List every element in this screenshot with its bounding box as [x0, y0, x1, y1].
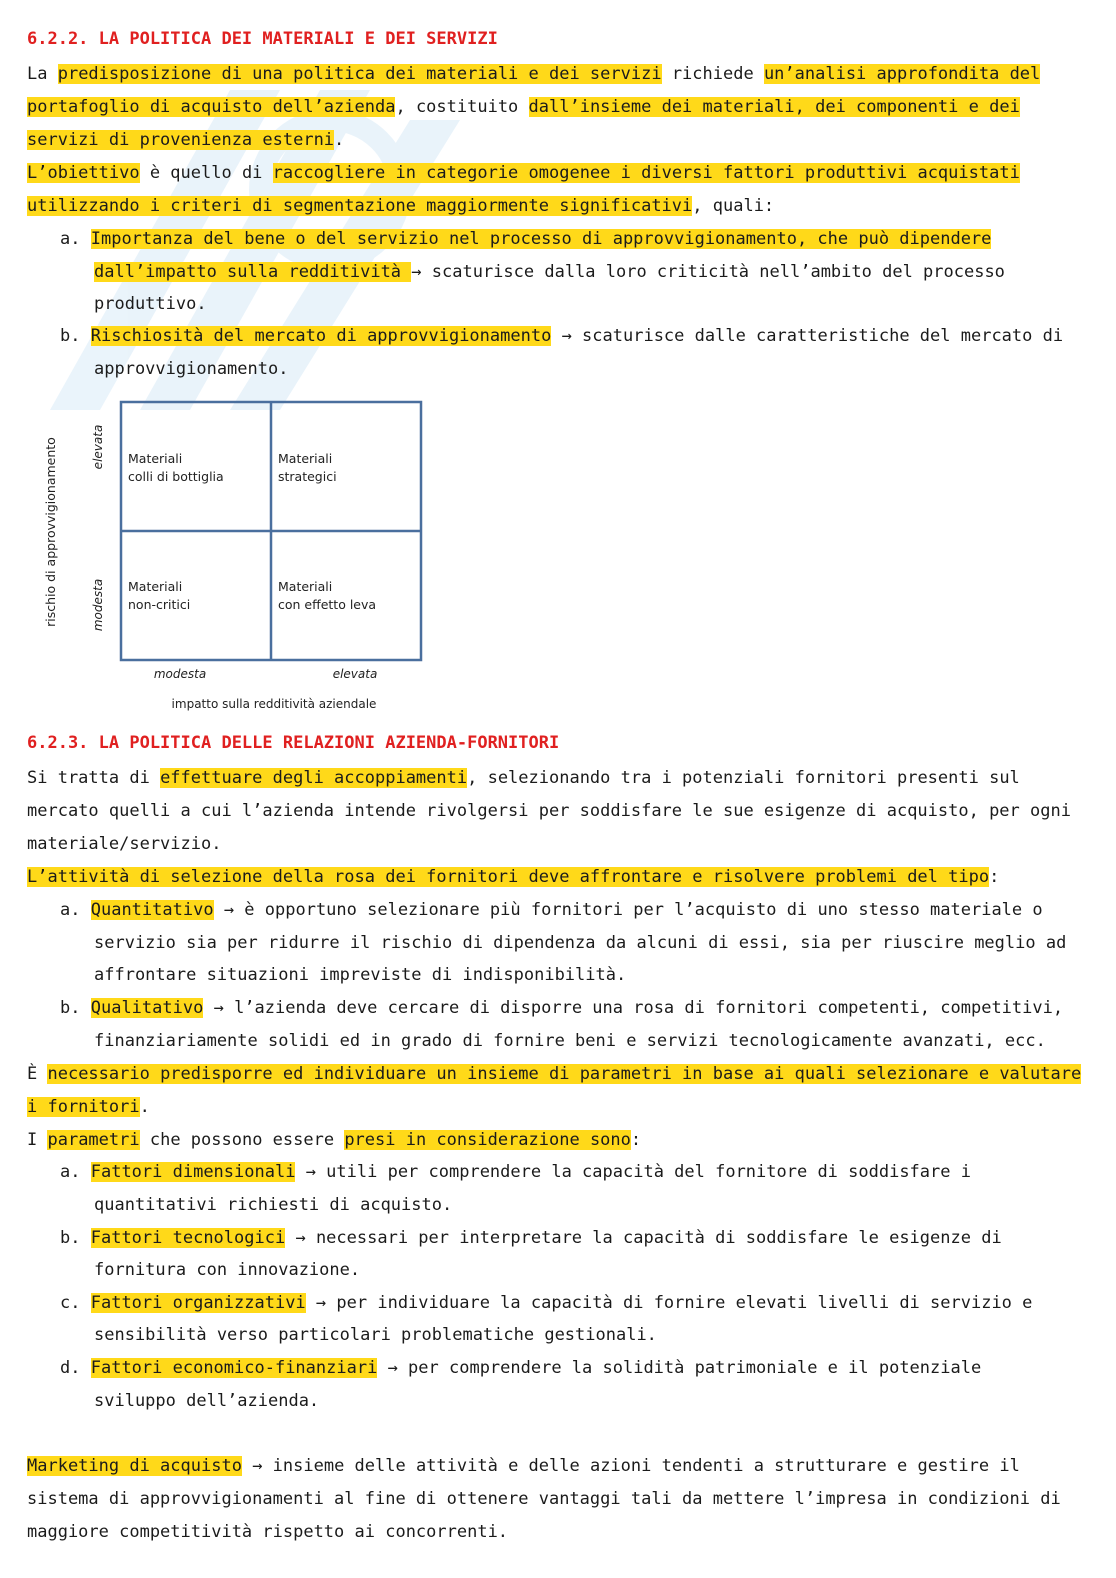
- cell-bottom-right-line1: Materiali: [278, 579, 333, 594]
- paragraph-line: I parametri che possono essere presi in considerazione sono:: [27, 1130, 642, 1150]
- paragraph-line: maggiore competitività rispetto ai concorrenti.: [27, 1522, 509, 1542]
- list-item: b. Fattori tecnologici → necessari per interpretare la capacità di soddisfare le esigenze di: [60, 1228, 1002, 1248]
- list-item-continuation: sviluppo dell’azienda.: [94, 1391, 320, 1411]
- list-item-continuation: approvvigionamento.: [94, 359, 289, 379]
- y-axis-high-label: elevata: [91, 424, 105, 470]
- cell-bottom-left-line1: Materiali: [128, 579, 183, 594]
- cell-top-right-line1: Materiali: [278, 451, 333, 466]
- paragraph-line: Marketing di acquisto → insieme delle attività e delle azioni tendenti a strutturare e gestire il: [27, 1456, 1020, 1476]
- list-item: a. Importanza del bene o del servizio nel processo di approvvigionamento, che può dipendere: [60, 229, 992, 249]
- list-item: b. Qualitativo → l’azienda deve cercare di disporre una rosa di fornitori competenti, competitivi,: [60, 998, 1064, 1018]
- cell-top-left-line2: colli di bottiglia: [128, 469, 224, 484]
- paragraph-line: Si tratta di effettuare degli accoppiamenti, selezionando tra i potenziali fornitori presenti sul: [27, 768, 1020, 788]
- cell-bottom-right-line2: con effetto leva: [278, 597, 377, 612]
- portfolio-matrix: [20, 392, 460, 722]
- paragraph-line: mercato quelli a cui l’azienda intende rivolgersi per soddisfare le sue esigenze di acquisto, per ogni: [27, 801, 1071, 821]
- list-item-continuation: servizio sia per ridurre il rischio di dipendenza da alcuni di essi, sia per riuscire meglio ad: [94, 933, 1067, 953]
- x-axis-low-label: modesta: [153, 667, 207, 681]
- paragraph-line: sistema di approvvigionamenti al fine di ottenere vantaggi tali da mettere l’impresa in condizioni di: [27, 1489, 1061, 1509]
- paragraph-line: servizi di provenienza esterni.: [27, 130, 345, 150]
- list-item: d. Fattori economico-finanziari → per comprendere la solidità patrimoniale e il potenziale: [60, 1358, 982, 1378]
- list-item-continuation: fornitura con innovazione.: [94, 1260, 361, 1280]
- paragraph-line: L’obiettivo è quello di raccogliere in categorie omogenee i diversi fattori produttivi acquistati: [27, 163, 1020, 183]
- list-item-continuation: sensibilità verso particolari problematiche gestionali.: [94, 1325, 657, 1345]
- paragraph-line: È necessario predisporre ed individuare un insieme di parametri in base ai quali selezionare e valutare: [27, 1064, 1082, 1084]
- list-item-continuation: produttivo.: [94, 294, 207, 314]
- section-heading-materials: 6.2.2. LA POLITICA DEI MATERIALI E DEI SERVIZI: [27, 29, 498, 49]
- paragraph-line: L’attività di selezione della rosa dei fornitori deve affrontare e risolvere problemi del tipo:: [27, 867, 1000, 887]
- list-item: b. Rischiosità del mercato di approvvigionamento → scaturisce dalle caratteristiche del mercato di: [60, 326, 1064, 346]
- cell-top-right-line2: strategici: [278, 469, 337, 484]
- cell-top-left-line1: Materiali: [128, 451, 183, 466]
- x-axis-high-label: elevata: [332, 667, 378, 681]
- list-item: a. Fattori dimensionali → utili per comprendere la capacità del fornitore di soddisfare i: [60, 1162, 971, 1182]
- y-axis-low-label: modesta: [91, 578, 105, 632]
- x-axis-label: impatto sulla redditività aziendale: [171, 697, 377, 711]
- paragraph-line: portafoglio di acquisto dell’azienda, costituito dall’insieme dei materiali, dei componenti e dei: [27, 97, 1020, 117]
- list-item: a. Quantitativo → è opportuno selezionare più fornitori per l’acquisto di uno stesso materiale o: [60, 900, 1043, 920]
- paragraph-line: materiale/servizio.: [27, 834, 222, 854]
- cell-bottom-left-line2: non-critici: [128, 597, 191, 612]
- paragraph-line: i fornitori.: [27, 1097, 150, 1117]
- list-item-continuation: affrontare situazioni impreviste di indisponibilità.: [94, 965, 627, 985]
- paragraph-line: La predisposizione di una politica dei materiali e dei servizi richiede un’analisi approfondita del: [27, 64, 1041, 84]
- list-item-continuation: dall’impatto sulla redditività → scaturisce dalla loro criticità nell’ambito del processo: [94, 262, 1005, 282]
- paragraph-line: utilizzando i criteri di segmentazione maggiormente significativi, quali:: [27, 196, 775, 216]
- list-item: c. Fattori organizzativi → per individuare la capacità di fornire elevati livelli di servizio e: [60, 1293, 1033, 1313]
- list-item-continuation: quantitativi richiesti di acquisto.: [94, 1195, 453, 1215]
- section-heading-suppliers: 6.2.3. LA POLITICA DELLE RELAZIONI AZIENDA-FORNITORI: [27, 733, 560, 753]
- list-item-continuation: finanziariamente solidi ed in grado di fornire beni e servizi tecnologicamente avanzati, ecc.: [94, 1031, 1046, 1051]
- y-axis-label: rischio di approvvigionamento: [43, 437, 58, 627]
